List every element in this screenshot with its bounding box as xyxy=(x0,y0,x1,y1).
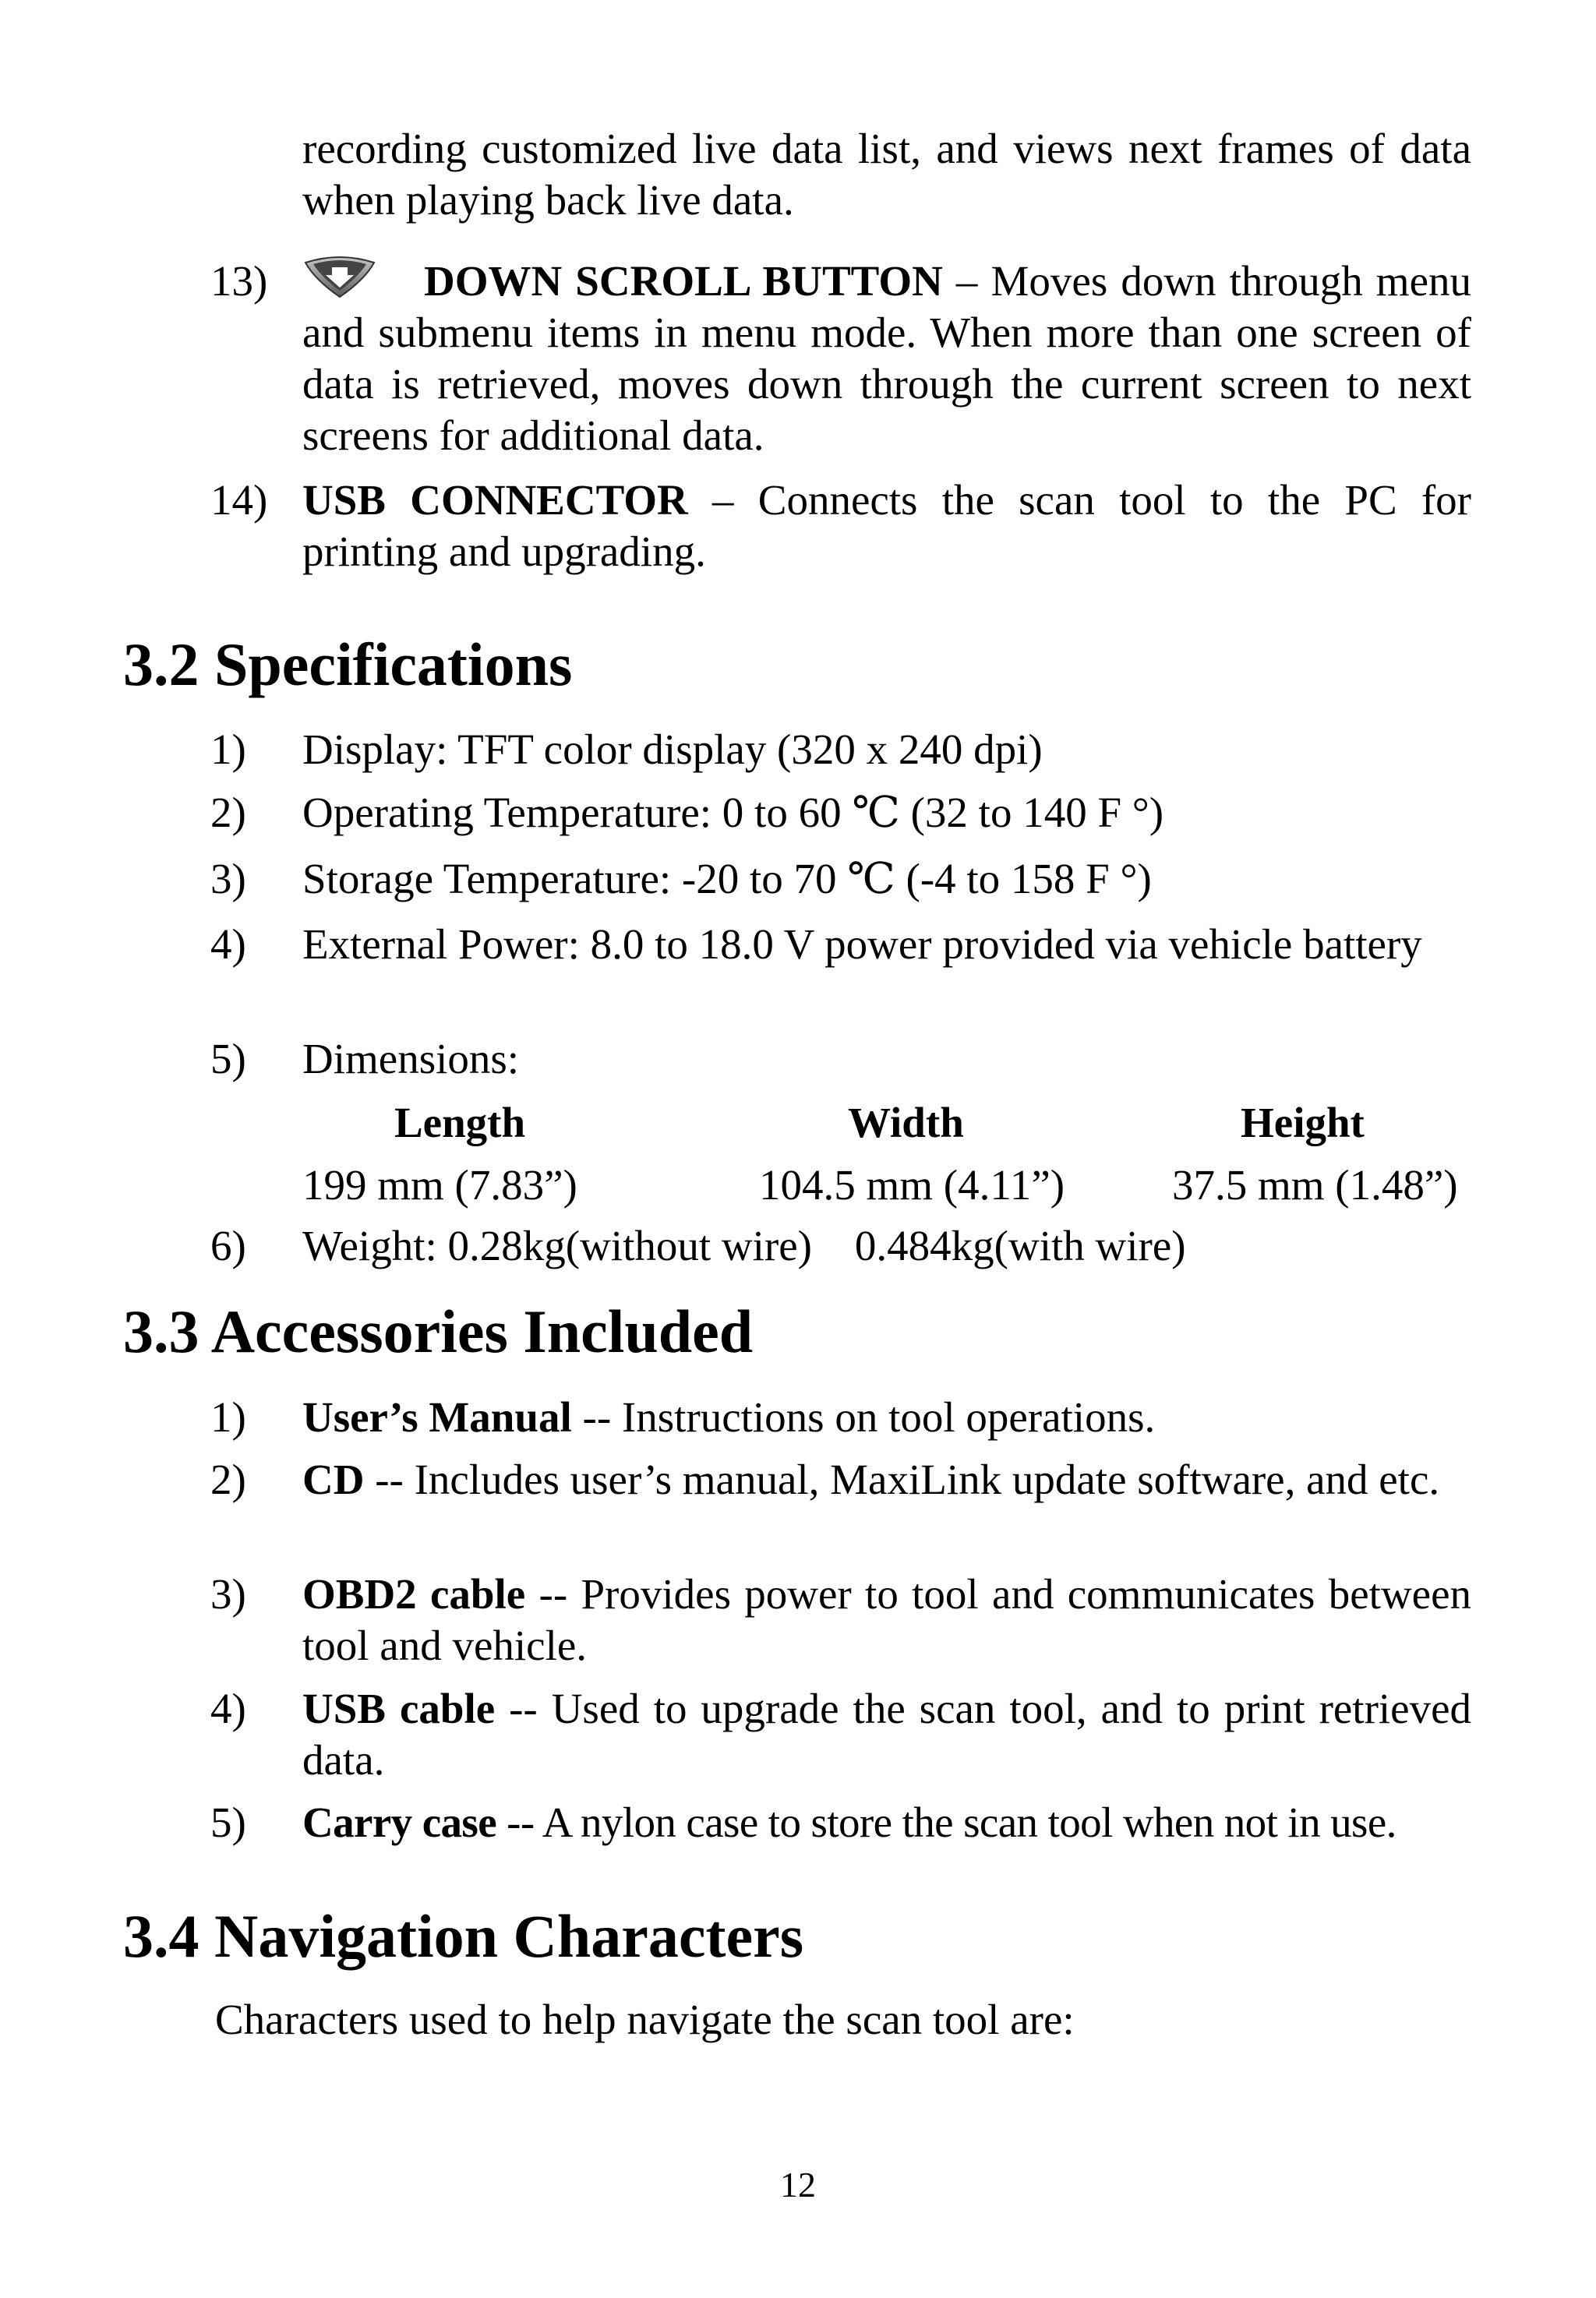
continuation-paragraph: recording customized live data list, and views next frames of data when playing back live data. xyxy=(302,125,1471,224)
item-number: 6) xyxy=(210,1222,246,1269)
spec-item-operating-temperature xyxy=(210,787,1471,838)
spec-item-dimensions xyxy=(210,1033,1471,1085)
item-body xyxy=(302,475,1471,577)
item-text: -- Includes user’s manual, MaxiLink update software, and etc. xyxy=(364,1456,1440,1503)
item-body xyxy=(302,1683,1471,1786)
navigation-intro: Characters used to help navigate the scan tool are: xyxy=(215,1996,1075,2043)
section-heading-navigation: 3.4 Navigation Characters xyxy=(123,1902,804,1970)
item-body xyxy=(302,1392,1471,1443)
accessory-item-cd xyxy=(210,1454,1471,1506)
item-text: Storage Temperature: -20 to 70 ℃ (-4 to 158 F °) xyxy=(302,855,1152,902)
section-heading-accessories: 3.3 Accessories Included xyxy=(123,1297,754,1365)
item-text: -- Instructions on tool operations. xyxy=(571,1393,1156,1441)
accessory-item-usb-cable xyxy=(210,1683,1471,1786)
dimension-value: 199 mm (7.83”) xyxy=(302,1161,577,1209)
item-title: CD xyxy=(302,1456,365,1503)
item-number: 3) xyxy=(210,855,246,902)
item-text: – Moves down through menu and submenu items in menu mode. When more than one screen of data is retrieved, moves down through the current screen to next screens for additional data. xyxy=(302,257,1472,459)
item-number: 1) xyxy=(210,1393,246,1441)
page-number: 12 xyxy=(780,2165,816,2204)
accessory-item-carry-case xyxy=(210,1797,1471,1848)
item-text: -- A nylon case to store the scan tool when not in use. xyxy=(496,1799,1396,1846)
down-scroll-button-icon xyxy=(302,256,377,300)
item-number: 4) xyxy=(210,920,246,968)
item-number: 13) xyxy=(210,257,268,305)
item-number: 1) xyxy=(210,725,246,773)
dimension-header: Height xyxy=(1241,1099,1365,1146)
item-number: 5) xyxy=(210,1799,246,1846)
item-text: -- Provides power to tool and communicates between tool and vehicle. xyxy=(302,1570,1471,1669)
spec-item-weight xyxy=(210,1220,1471,1272)
item-number: 2) xyxy=(210,1456,246,1503)
item-title: USB cable xyxy=(302,1685,496,1732)
list-item-usb-connector xyxy=(210,475,1471,577)
spec-item-external-power xyxy=(210,919,1471,970)
spec-item-display xyxy=(210,724,1471,775)
item-number: 4) xyxy=(210,1685,246,1732)
item-title: OBD2 cable xyxy=(302,1570,526,1618)
item-text: Display: TFT color display (320 x 240 dpi) xyxy=(302,725,1043,773)
item-text: External Power: 8.0 to 18.0 V power provided via vehicle battery xyxy=(302,920,1422,968)
dimension-header: Width xyxy=(848,1099,964,1146)
item-body xyxy=(302,256,1471,461)
spec-item-storage-temperature xyxy=(210,853,1471,905)
item-title: User’s Manual xyxy=(302,1393,572,1441)
item-number: 14) xyxy=(210,476,268,524)
accessory-item-obd2-cable xyxy=(210,1569,1471,1671)
item-text: -- Used to upgrade the scan tool, and to print retrieved data. xyxy=(302,1685,1472,1784)
item-number: 3) xyxy=(210,1570,246,1618)
item-body xyxy=(302,1569,1471,1671)
item-title: USB CONNECTOR xyxy=(302,476,688,524)
item-text: Operating Temperature: 0 to 60 ℃ (32 to 140 F °) xyxy=(302,789,1164,836)
item-number: 2) xyxy=(210,789,246,836)
dimension-value: 104.5 mm (4.11”) xyxy=(759,1161,1065,1209)
item-text: Weight: 0.28kg(without wire) 0.484kg(with wire) xyxy=(302,1222,1186,1269)
list-item-down-scroll-button xyxy=(210,256,1471,461)
item-title: DOWN SCROLL BUTTON xyxy=(424,257,943,305)
item-title: Carry case xyxy=(302,1799,497,1846)
dimension-header: Length xyxy=(394,1099,526,1146)
item-body xyxy=(302,1454,1471,1506)
item-text: Dimensions: xyxy=(302,1035,520,1082)
dimension-value: 37.5 mm (1.48”) xyxy=(1172,1161,1458,1209)
item-body xyxy=(302,1797,1471,1848)
item-text: – Connects the scan tool to the PC for printing and upgrading. xyxy=(302,476,1471,575)
section-heading-specifications: 3.2 Specifications xyxy=(123,630,573,698)
accessory-item-users-manual xyxy=(210,1392,1471,1443)
item-number: 5) xyxy=(210,1035,246,1082)
